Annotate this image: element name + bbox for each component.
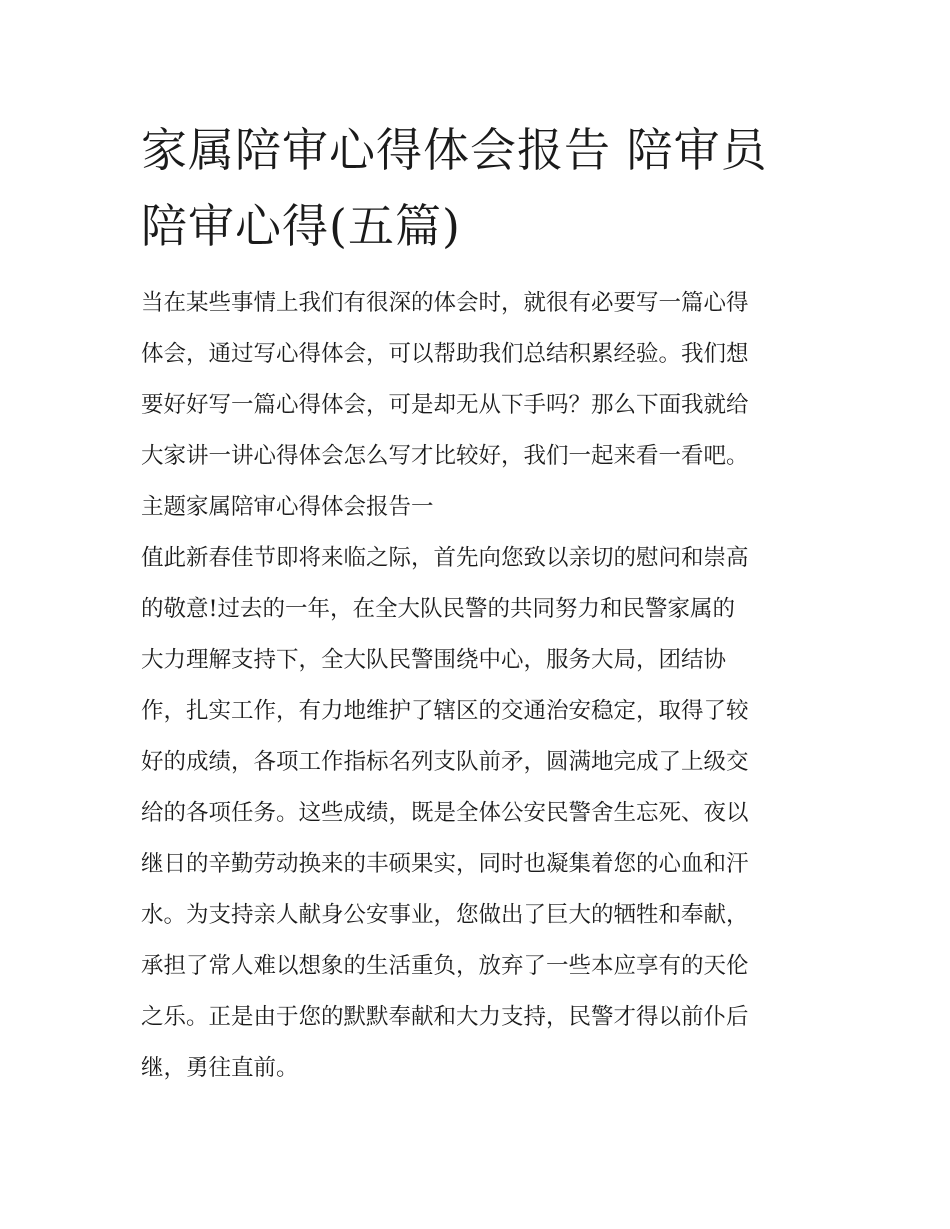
title-line-2: 陪审心得(五篇) <box>141 199 461 253</box>
section-line-7: 继日的辛勤劳动换来的丰硕果实，同时也凝集着您的心血和汗 <box>141 851 749 877</box>
title-line-1: 家属陪审心得体会报告 陪审员 <box>141 123 768 177</box>
document-title <box>141 112 821 264</box>
section-line-3: 大力理解支持下，全大队民警围绕中心，服务大局，团结协 <box>141 647 727 673</box>
document-body <box>141 278 831 1094</box>
intro-line-4: 大家讲一讲心得体会怎么写才比较好，我们一起来看一看吧。 <box>141 443 749 469</box>
section-line-9: 承担了常人难以想象的生活重负，放弃了一些本应享有的天伦 <box>141 953 749 979</box>
section-heading: 主题家属陪审心得体会报告一 <box>141 494 434 520</box>
section-line-8: 水。为支持亲人献身公安事业，您做出了巨大的牺牲和奉献， <box>141 902 749 928</box>
intro-line-1: 当在某些事情上我们有很深的体会时，就很有必要写一篇心得 <box>141 290 749 316</box>
intro-line-3: 要好好写一篇心得体会，可是却无从下手吗？那么下面我就给 <box>141 392 749 418</box>
section-line-6: 给的各项任务。这些成绩，既是全体公安民警舍生忘死、夜以 <box>141 800 749 826</box>
section-line-2: 的敬意!过去的一年，在全大队民警的共同努力和民警家属的 <box>141 596 736 622</box>
section-line-10: 之乐。正是由于您的默默奉献和大力支持，民警才得以前仆后 <box>141 1004 749 1030</box>
section-line-11: 继，勇往直前。 <box>141 1055 299 1081</box>
section-line-1: 值此新春佳节即将来临之际，首先向您致以亲切的慰问和崇高 <box>141 545 749 571</box>
section-line-4: 作，扎实工作，有力地维护了辖区的交通治安稳定，取得了较 <box>141 698 749 724</box>
intro-line-2: 体会，通过写心得体会，可以帮助我们总结积累经验。我们想 <box>141 341 749 367</box>
section-line-5: 好的成绩，各项工作指标名列支队前矛，圆满地完成了上级交 <box>141 749 749 775</box>
